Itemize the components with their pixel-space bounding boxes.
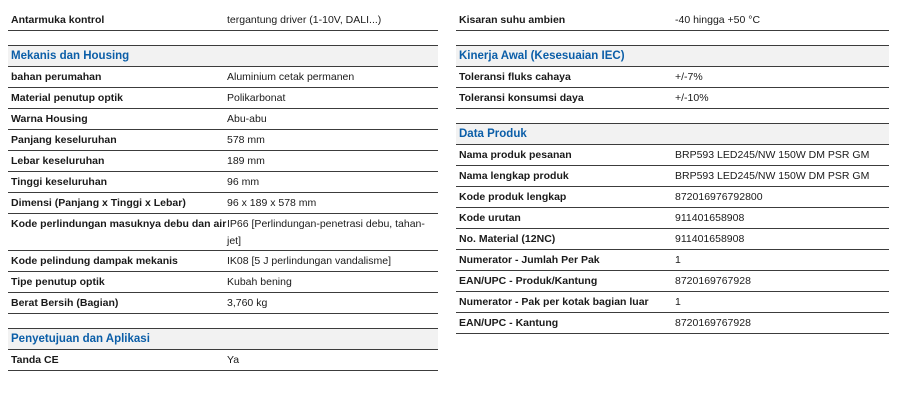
- spec-value: 578 mm: [227, 134, 265, 146]
- spec-label: Material penutup optik: [11, 92, 124, 104]
- spec-row-control-interface: [8, 10, 438, 31]
- spec-label: Toleransi konsumsi daya: [459, 92, 584, 104]
- spec-row-ean-case: [456, 313, 889, 334]
- spec-label: Tipe penutup optik: [11, 276, 105, 288]
- spec-value: BRP593 LED245/NW 150W DM PSR GM: [675, 149, 870, 161]
- spec-value: 1: [675, 296, 681, 308]
- spec-value: 911401658908: [675, 233, 745, 245]
- section-gap: [456, 31, 889, 46]
- spec-label: Lebar keseluruhan: [11, 155, 105, 167]
- spec-label: Kode urutan: [459, 212, 521, 224]
- spec-row-housing-color: [8, 109, 438, 130]
- spec-label: Tinggi keseluruhan: [11, 176, 108, 188]
- spec-value: +/-7%: [675, 71, 703, 83]
- spec-row-ingress-protection: [8, 214, 438, 251]
- spec-row-quantity-per-pack: [456, 250, 889, 271]
- spec-row-ce-mark: [8, 350, 438, 371]
- section-title-approval-application: Penyetujuan dan Aplikasi: [8, 329, 438, 350]
- spec-row-packs-per-outer-box: [456, 292, 889, 313]
- section-gap: [456, 109, 889, 124]
- spec-row-optic-cover-type: [8, 272, 438, 293]
- spec-value: IK08 [5 J perlindungan vandalisme]: [227, 255, 392, 267]
- spec-label: Warna Housing: [11, 113, 88, 125]
- spec-row-housing-material: [8, 67, 438, 88]
- section-title-product-data: Data Produk: [456, 124, 889, 145]
- spec-row-ambient-temperature: [456, 10, 889, 31]
- spec-row-overall-length: [8, 130, 438, 151]
- spec-row-impact-protection: [8, 251, 438, 272]
- spec-value: 96 x 189 x 578 mm: [227, 197, 317, 209]
- spec-label: Kisaran suhu ambien: [459, 14, 566, 26]
- spec-label: Kode produk lengkap: [459, 191, 567, 203]
- spec-row-full-product-code: [456, 187, 889, 208]
- spec-value: -40 hingga +50 °C: [675, 14, 761, 26]
- spec-row-order-code: [456, 208, 889, 229]
- spec-row-full-product-name: [456, 166, 889, 187]
- section-gap: [8, 31, 438, 46]
- spec-value: 8720169767928: [675, 275, 751, 287]
- spec-value: 3,760 kg: [227, 297, 268, 309]
- spec-label: Dimensi (Panjang x Tinggi x Lebar): [11, 197, 186, 209]
- spec-value: Kubah bening: [227, 276, 292, 288]
- left-spec-column: [8, 10, 438, 371]
- spec-label: Kode pelindung dampak mekanis: [11, 255, 178, 267]
- spec-label: Antarmuka kontrol: [11, 14, 105, 26]
- spec-row-dimensions: [8, 193, 438, 214]
- spec-label: Tanda CE: [11, 354, 59, 366]
- spec-row-net-weight: [8, 293, 438, 314]
- spec-row-overall-height: [8, 172, 438, 193]
- spec-value: tergantung driver (1-10V, DALI...): [227, 14, 382, 26]
- spec-value: 911401658908: [675, 212, 745, 224]
- section-gap: [8, 314, 438, 329]
- spec-row-ean-product: [456, 271, 889, 292]
- spec-value: 872016976792800: [675, 191, 763, 203]
- spec-label: Berat Bersih (Bagian): [11, 297, 119, 309]
- spec-row-flux-tolerance: [456, 67, 889, 88]
- spec-value: Ya: [227, 354, 240, 366]
- spec-label: Nama produk pesanan: [459, 149, 572, 161]
- spec-label: Numerator - Jumlah Per Pak: [459, 254, 600, 266]
- spec-value: BRP593 LED245/NW 150W DM PSR GM: [675, 170, 870, 182]
- spec-row-material-number: [456, 229, 889, 250]
- spec-label: Panjang keseluruhan: [11, 134, 117, 146]
- spec-label: Numerator - Pak per kotak bagian luar: [459, 296, 649, 308]
- spec-value: +/-10%: [675, 92, 709, 104]
- spec-label: Kode perlindungan masuknya debu dan air: [11, 218, 227, 230]
- spec-value: Polikarbonat: [227, 92, 286, 104]
- spec-row-order-product-name: [456, 145, 889, 166]
- section-title-mechanical-housing: Mekanis dan Housing: [8, 46, 438, 67]
- right-spec-column: [456, 10, 889, 334]
- spec-value: 1: [675, 254, 681, 266]
- spec-label: EAN/UPC - Produk/Kantung: [459, 275, 598, 287]
- spec-value: IP66 [Perlindungan-penetrasi debu, tahan-jet]: [227, 218, 425, 247]
- spec-value: 96 mm: [227, 176, 260, 188]
- spec-value: Aluminium cetak permanen: [227, 71, 355, 83]
- spec-value: Abu-abu: [227, 113, 267, 125]
- spec-label: bahan perumahan: [11, 71, 102, 83]
- spec-label: Toleransi fluks cahaya: [459, 71, 571, 83]
- section-title-initial-performance: Kinerja Awal (Kesesuaian IEC): [456, 46, 889, 67]
- spec-label: No. Material (12NC): [459, 233, 556, 245]
- spec-row-optic-cover-material: [8, 88, 438, 109]
- spec-value: 8720169767928: [675, 317, 751, 329]
- spec-row-overall-width: [8, 151, 438, 172]
- spec-value: 189 mm: [227, 155, 265, 167]
- spec-row-power-tolerance: [456, 88, 889, 109]
- spec-label: EAN/UPC - Kantung: [459, 317, 559, 329]
- spec-label: Nama lengkap produk: [459, 170, 569, 182]
